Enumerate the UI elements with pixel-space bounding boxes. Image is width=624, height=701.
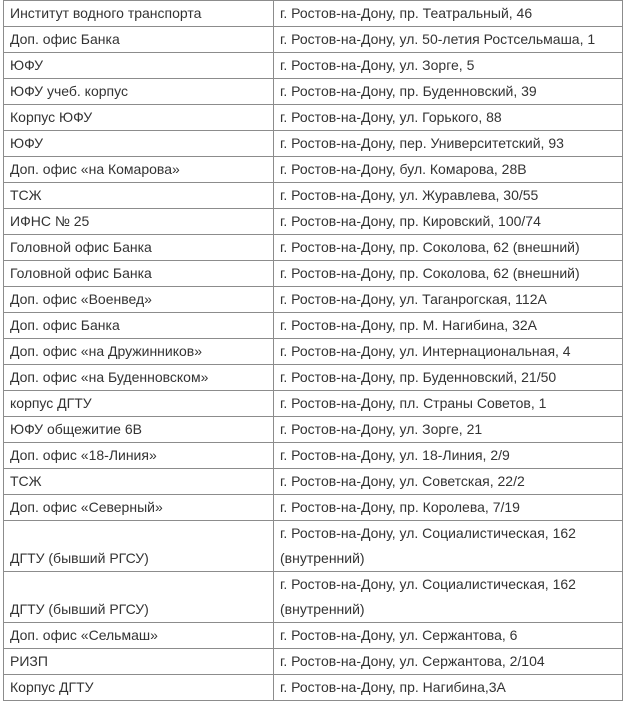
location-name-cell: Доп. офис «Военвед» [4, 287, 274, 313]
address-cell: г. Ростов-на-Дону, ул. Социалистическая, 162 (внутренний) [274, 572, 623, 623]
table-row [4, 521, 623, 572]
location-name-cell: ТСЖ [4, 183, 274, 209]
table-row [4, 417, 623, 443]
location-name-cell: Доп. офис «на Комарова» [4, 157, 274, 183]
location-name-cell: ЮФУ [4, 131, 274, 157]
address-cell: г. Ростов-на-Дону, пр. Буденновский, 21/50 [274, 365, 623, 391]
table-row [4, 105, 623, 131]
location-name-cell: ЮФУ [4, 53, 274, 79]
address-cell: г. Ростов-на-Дону, пр. М. Нагибина, 32А [274, 313, 623, 339]
table-row [4, 365, 623, 391]
table-row [4, 649, 623, 675]
table-row [4, 675, 623, 701]
address-cell: г. Ростов-на-Дону, ул. Журавлева, 30/55 [274, 183, 623, 209]
address-cell: г. Ростов-на-Дону, пр. Королева, 7/19 [274, 495, 623, 521]
table-row [4, 313, 623, 339]
table-row [4, 623, 623, 649]
address-cell: г. Ростов-на-Дону, пр. Нагибина,3А [274, 675, 623, 701]
address-cell: г. Ростов-на-Дону, ул. Советская, 22/2 [274, 469, 623, 495]
location-name-cell: Доп. офис «18-Линия» [4, 443, 274, 469]
table-row [4, 183, 623, 209]
location-name-cell: ЮФУ общежитие 6В [4, 417, 274, 443]
address-cell: г. Ростов-на-Дону, пр. Буденновский, 39 [274, 79, 623, 105]
address-table [3, 0, 623, 701]
address-cell: г. Ростов-на-Дону, ул. Социалистическая, 162 (внутренний) [274, 521, 623, 572]
location-name-cell: Доп. офис Банка [4, 313, 274, 339]
address-cell: г. Ростов-на-Дону, ул. 50-летия Ростсельмаша, 1 [274, 27, 623, 53]
table-row [4, 495, 623, 521]
address-cell: г. Ростов-на-Дону, пер. Университетский, 93 [274, 131, 623, 157]
location-name-cell: Корпус ДГТУ [4, 675, 274, 701]
location-name-cell: Институт водного транспорта [4, 1, 274, 27]
address-cell: г. Ростов-на-Дону, пр. Соколова, 62 (внешний) [274, 261, 623, 287]
address-cell: г. Ростов-на-Дону, ул. Зорге, 21 [274, 417, 623, 443]
location-name-cell: Доп. офис Банка [4, 27, 274, 53]
table-row [4, 469, 623, 495]
table-row [4, 79, 623, 105]
location-name-cell: ДГТУ (бывший РГСУ) [4, 572, 274, 623]
table-row [4, 157, 623, 183]
table-row [4, 27, 623, 53]
location-name-cell: Доп. офис «Сельмаш» [4, 623, 274, 649]
address-cell: г. Ростов-на-Дону, пр. Соколова, 62 (внешний) [274, 235, 623, 261]
address-cell: г. Ростов-на-Дону, ул. Таганрогская, 112А [274, 287, 623, 313]
location-name-cell: Доп. офис «Северный» [4, 495, 274, 521]
address-cell: г. Ростов-на-Дону, ул. Сержантова, 2/104 [274, 649, 623, 675]
location-name-cell: Головной офис Банка [4, 235, 274, 261]
address-cell: г. Ростов-на-Дону, ул. 18-Линия, 2/9 [274, 443, 623, 469]
address-cell: г. Ростов-на-Дону, ул. Зорге, 5 [274, 53, 623, 79]
location-name-cell: Доп. офис «на Дружинников» [4, 339, 274, 365]
location-name-cell: ИФНС № 25 [4, 209, 274, 235]
location-name-cell: ДГТУ (бывший РГСУ) [4, 521, 274, 572]
address-cell: г. Ростов-на-Дону, пл. Страны Советов, 1 [274, 391, 623, 417]
location-name-cell: РИЗП [4, 649, 274, 675]
table-row [4, 209, 623, 235]
address-cell: г. Ростов-на-Дону, ул. Горького, 88 [274, 105, 623, 131]
address-cell: г. Ростов-на-Дону, ул. Сержантова, 6 [274, 623, 623, 649]
table-row [4, 1, 623, 27]
address-cell: г. Ростов-на-Дону, пр. Театральный, 46 [274, 1, 623, 27]
table-row [4, 53, 623, 79]
location-name-cell: Корпус ЮФУ [4, 105, 274, 131]
address-cell: г. Ростов-на-Дону, бул. Комарова, 28В [274, 157, 623, 183]
table-row [4, 339, 623, 365]
table-row [4, 391, 623, 417]
table-row [4, 287, 623, 313]
address-cell: г. Ростов-на-Дону, пр. Кировский, 100/74 [274, 209, 623, 235]
table-row [4, 261, 623, 287]
location-name-cell: корпус ДГТУ [4, 391, 274, 417]
address-cell: г. Ростов-на-Дону, ул. Интернациональная, 4 [274, 339, 623, 365]
location-name-cell: ЮФУ учеб. корпус [4, 79, 274, 105]
table-row [4, 572, 623, 623]
table-row [4, 131, 623, 157]
table-row [4, 235, 623, 261]
location-name-cell: Доп. офис «на Буденновском» [4, 365, 274, 391]
location-name-cell: Головной офис Банка [4, 261, 274, 287]
table-row [4, 443, 623, 469]
location-name-cell: ТСЖ [4, 469, 274, 495]
